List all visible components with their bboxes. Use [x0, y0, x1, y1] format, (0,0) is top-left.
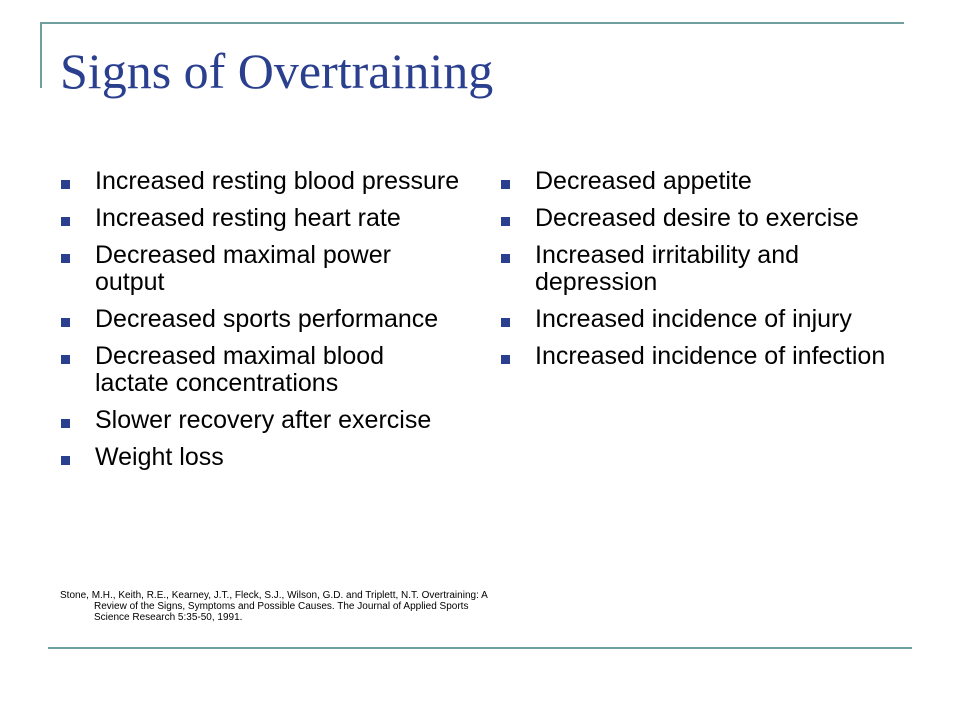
square-bullet-icon: [501, 254, 510, 263]
list-item: [500, 205, 900, 232]
list-item-text: Increased irritability and depression: [535, 241, 800, 296]
square-bullet-icon: [61, 419, 70, 428]
list-item-text: Decreased appetite: [535, 167, 752, 195]
square-bullet-icon: [501, 217, 510, 226]
square-bullet-icon: [501, 180, 510, 189]
list-item: [60, 242, 460, 296]
square-bullet-icon: [61, 254, 70, 263]
list-item: [60, 306, 460, 333]
list-item: [60, 205, 460, 232]
list-item: [500, 343, 900, 370]
square-bullet-icon: [61, 180, 70, 189]
list-item: [500, 242, 900, 296]
square-bullet-icon: [501, 318, 510, 327]
list-item: [60, 407, 460, 434]
square-bullet-icon: [501, 355, 510, 364]
square-bullet-icon: [61, 355, 70, 364]
frame-left-line: [40, 22, 42, 88]
square-bullet-icon: [61, 217, 70, 226]
list-item-text: Increased incidence of infection: [535, 342, 886, 370]
list-item: [500, 306, 900, 333]
list-item: [500, 168, 900, 195]
list-item: [60, 444, 460, 471]
square-bullet-icon: [61, 318, 70, 327]
list-item: [60, 168, 460, 195]
list-item: [60, 343, 460, 397]
left-bullet-list: [60, 168, 460, 481]
square-bullet-icon: [61, 456, 70, 465]
list-item-text: Decreased maximal blood lactate concentrations: [95, 342, 385, 397]
slide-title: Signs of Overtraining: [60, 43, 494, 99]
list-item-text: Decreased sports performance: [95, 305, 439, 333]
list-item-text: Increased incidence of injury: [535, 305, 852, 333]
list-item-text: Increased resting heart rate: [95, 204, 401, 232]
list-item-text: Increased resting blood pressure: [95, 167, 460, 195]
list-item-text: Decreased maximal power output: [95, 241, 391, 296]
list-item-text: Slower recovery after exercise: [95, 406, 432, 434]
frame-top-line: [40, 22, 904, 24]
list-item-text: Weight loss: [95, 443, 224, 471]
citation: Stone, M.H., Keith, R.E., Kearney, J.T., Fleck, S.J., Wilson, G.D. and Triplett, N.T. Overtraining: A Review of the Signs, Symptoms and Possible Causes. The Journal of Applied Sports Science Research 5:35-50, 1991.: [60, 590, 488, 623]
list-item-text: Decreased desire to exercise: [535, 204, 859, 232]
frame-bottom-line: [48, 647, 912, 649]
right-bullet-list: [500, 168, 900, 380]
